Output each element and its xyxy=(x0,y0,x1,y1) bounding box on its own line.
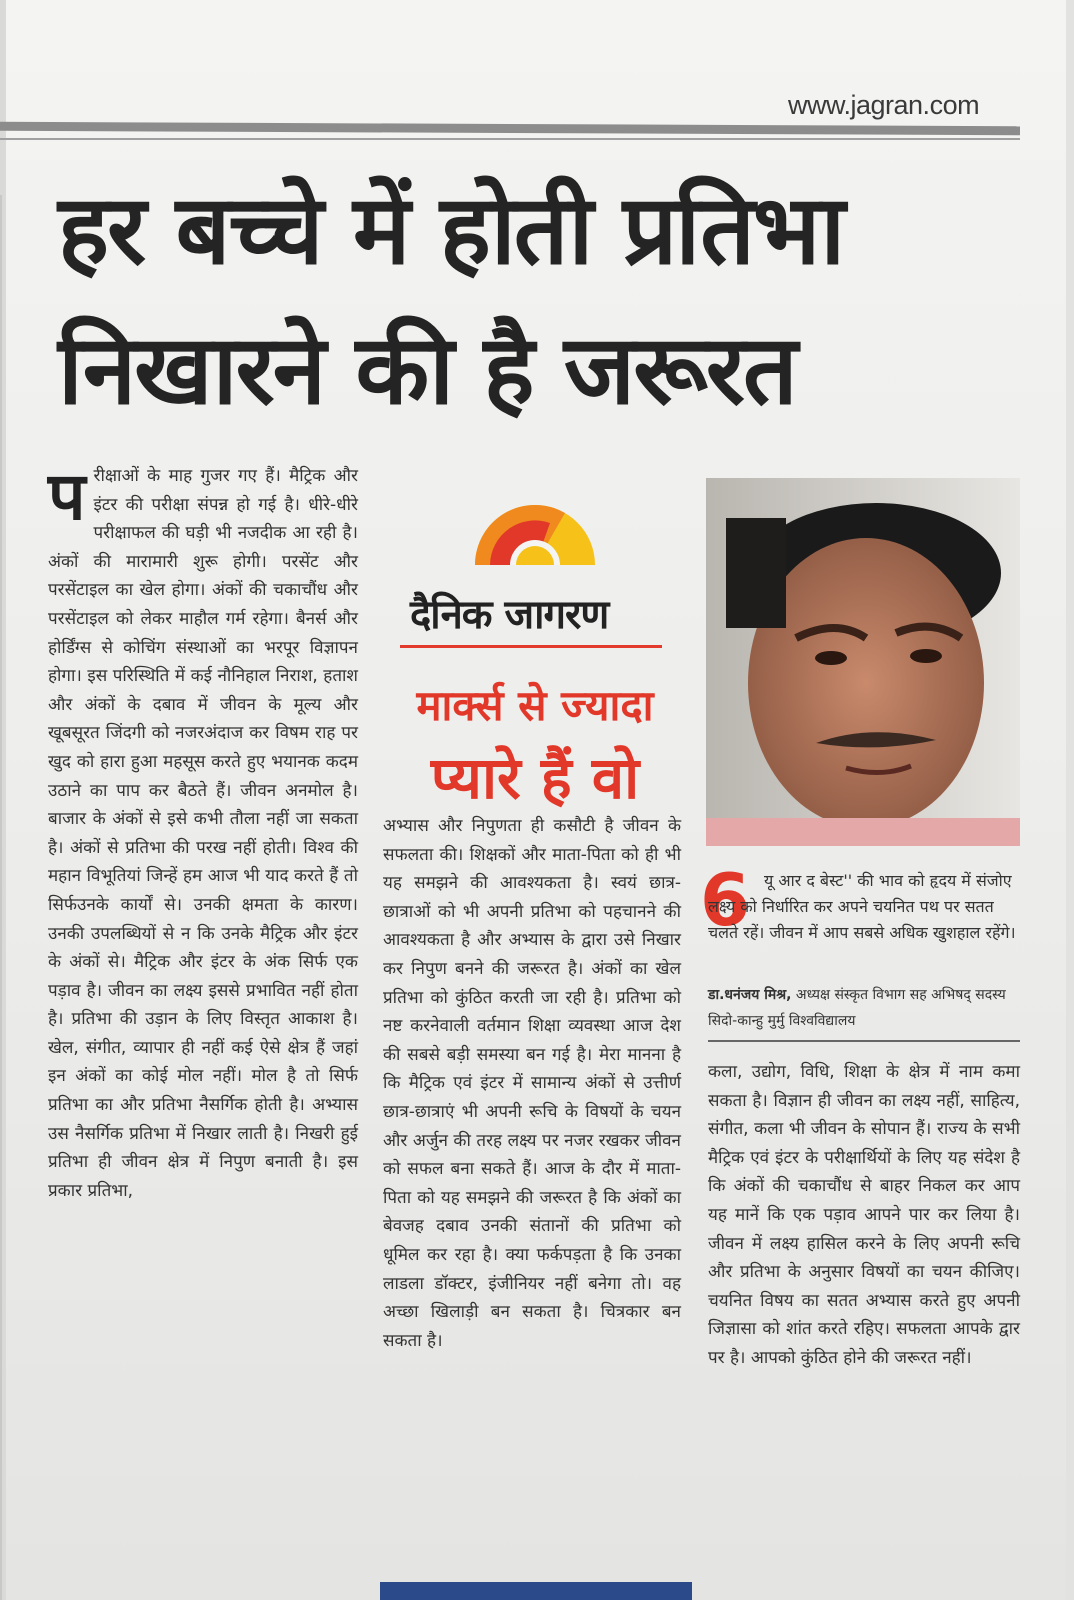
article-column-1 xyxy=(48,458,358,1205)
author-title: अध्यक्ष संस्कृत विभाग सह अभिषद् सदस्य सिदो-कान्हु मुर्मु विश्वविद्यालय xyxy=(708,987,1006,1029)
headline-line-1: हर बच्चे में होती प्रतिभा xyxy=(58,174,844,286)
header-rule-thin xyxy=(0,138,1020,140)
pull-quote: यू आर द बेस्ट'' की भाव को हृदय में संजोए लक्ष्य को निर्धारित कर अपने चयनित पथ पर सतत चलते रहें। जीवन में आप सबसे अधिक खुशहाल रहेंगे। xyxy=(708,871,1016,942)
author-portrait-image xyxy=(706,478,1020,846)
subheading-line-2: प्यारे हैं वो xyxy=(430,744,640,812)
brand-name: दैनिक जागरण xyxy=(410,592,609,638)
headline xyxy=(58,160,1018,440)
article-column-2: अभ्यास और निपुणता ही कसौटी है जीवन के सफलता की। शिक्षकों और माता-पिता को ही भी यह समझने की आवश्यकता है। स्वयं छात्र-छात्राओं को भी अपनी प्रतिभा को पहचानने की आवश्यकता है और अभ्यास के द्वारा उसे निखार कर निपुण बनने की जरूरत है। अंकों का खेल प्रतिभा को कुंठित करती जा रही है। प्रतिभा को नष्ट करनेवाली वर्तमान शिक्षा व्यवस्था आज देश की सबसे बड़ी समस्या बन गई है। मेरा मानना है कि मैट्रिक एवं इंटर में सामान्य अंकों से उत्तीर्ण छात्र-छात्राएं भी अपनी रूचि के विषयों के चयन और अर्जुन की तरह लक्ष्य पर नजर रखकर जीवन को सफल बना सकते हैं। आज के दौर में माता-पिता को यह समझने की जरूरत है कि अंकों का बेवजह दबाव उनकी संतानों की प्रतिभा को धूमिल कर रहा है। क्या फर्कपड़ता है कि उनका लाडला डॉक्टर, इंजीनियर नहीं बनेगा तो। वह अच्छा खिलाड़ी बन सकता है। चित्रकार बन सकता है। xyxy=(383,816,681,1351)
page-edge-line xyxy=(0,195,2,1600)
quote-author xyxy=(708,982,1020,1034)
dropcap: प xyxy=(48,458,86,535)
brand-subheading xyxy=(390,670,680,814)
author-name: डा.धनंजय मिश्र, xyxy=(708,987,792,1003)
brand-divider xyxy=(400,645,662,648)
site-url: www.jagran.com xyxy=(788,90,980,120)
author-photo xyxy=(706,478,1020,846)
headline-line-2: निखारने की है जरूरत xyxy=(58,314,796,426)
quote-mark-icon: 6 xyxy=(700,858,751,942)
article-column-3: कला, उद्योग, विधि, शिक्षा के क्षेत्र में नाम कमा सकता है। विज्ञान ही जीवन का लक्ष्य नहीं, साहित्य, संगीत, कला भी जीवन के सोपान हैं। राज्य के सभी मैट्रिक एवं इंटर के परीक्षार्थियों के लिए यह संदेश है कि अंकों की चकाचौंध से बाहर निकल कर आप यह मानें कि एक पड़ाव आपने पार कर लिया है। जीवन में लक्ष्य हासिल करने के लिए अपनी रूचि और प्रतिभा के अनुसार विषयों का चयन कीजिए। चयनित विषय का सतत अभ्यास करते हुए अपनी जिज्ञासा को शांत करते रहिए। सफलता आपके द्वार पर है। आपको कुंठित होने की जरूरत नहीं। xyxy=(708,1062,1020,1368)
article-column-1-text: रीक्षाओं के माह गुजर गए हैं। मैट्रिक और इंटर की परीक्षा संपन्न हो गई है। धीरे-धीरे परीक्षाफल की घड़ी भी नजदीक आ रही है। अंकों की मारामारी शुरू होगी। परसेंट और परसेंटाइल का खेल होगा। अंकों की चकाचौंध और परसेंटाइल को लेकर माहौल गर्म रहेगा। बैनर्स और होर्डिंग्स से कोचिंग संस्थाओं का भरपूर विज्ञापन होगा। इस परिस्थिति में कई नौनिहाल निराश, हताश और अंकों के दबाव में जीवन के मूल्य और खूबसूरत जिंदगी को नजरअंदाज कर विषम राह पर खुद को हारा हुआ महसूस करते हुए भयानक कदम उठाने का पाप कर बैठते हैं। जीवन अनमोल है। बाजार के अंकों से इसे कभी तौला नहीं जा सकता है। अंकों से प्रतिभा की परख नहीं होती। विश्व की महान विभूतियां जिन्हें हम आज भी याद करते हैं तो सिर्फउनके कार्यों से। उनकी क्षमता के कारण। उनकी उपलब्धियों से न कि उनके मैट्रिक और इंटर के अंकों से। मैट्रिक और इंटर के अंक सिर्फ एक पड़ाव है। जीवन का लक्ष्य इससे प्रभावित नहीं होता है। प्रतिभा की उड़ान के लिए विस्तृत आकाश है। खेल, संगीत, व्यापार ही नहीं कई ऐसे क्षेत्र हैं जहां इन अंकों का कोई मोल नहीं। मोल है तो सिर्फ प्रतिभा का और प्रतिभा नैसर्गिक होती है। अभ्यास उस नैसर्गिक प्रतिभा में निखार लाती है। निखरी हुई प्रतिभा ही जीवन क्षेत्र में निपुण बनाती है। इस प्रकार प्रतिभा, xyxy=(48,466,358,1201)
jagran-logo-icon xyxy=(470,500,600,570)
author-divider xyxy=(708,1040,1020,1042)
subheading-line-1: मार्क्स से ज्यादा xyxy=(416,681,654,730)
bottom-blue-bar xyxy=(380,1582,692,1600)
